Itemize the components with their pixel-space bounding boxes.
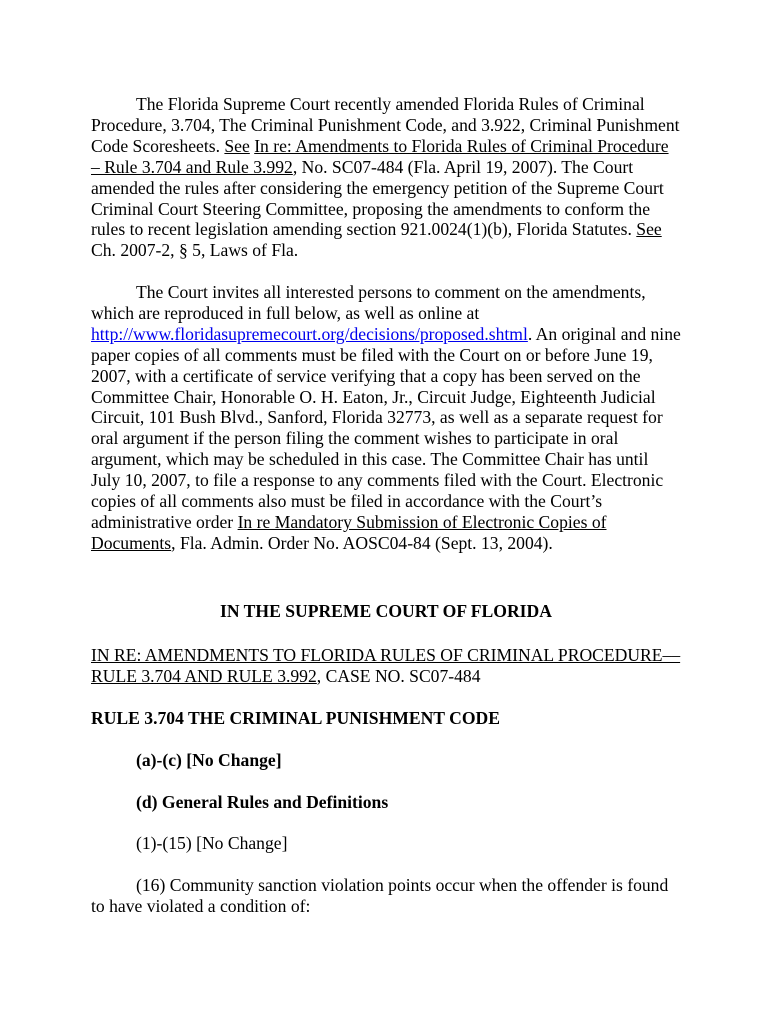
see-signal-1: See	[224, 135, 250, 156]
see-signal-2: See	[636, 219, 662, 240]
case-caption-number: , CASE NO. SC07-484	[316, 665, 481, 686]
case-caption-title: IN RE: AMENDMENTS TO FLORIDA RULES OF CRIMINAL PROCEDURE––RULE 3.704 AND RULE 3.992	[91, 645, 681, 686]
intro-paragraph-2	[91, 282, 681, 554]
rule-heading: RULE 3.704 THE CRIMINAL PUNISHMENT CODE	[91, 708, 500, 728]
subdivision-a-c: (a)-(c) [No Change]	[136, 750, 282, 770]
subdivision-d-heading: (d) General Rules and Definitions	[136, 792, 389, 812]
case-caption	[91, 645, 681, 687]
admin-order-title: In re Mandatory Submission of Electronic Copies of Documents	[91, 511, 607, 553]
p2-text-2: . An original and nine paper copies of all comments must be filed with the Court on or before June 19, 2007, with a certificate of service verifying that a copy has been served on the Committee Chair, Honorable O. H. Eaton, Jr., Circuit Judge, Eighteenth Judicial Circuit, 101 Bush Blvd., Sanford, Florida 32773, as well as a separate request for oral argument if the person filing the comment wishes to participate in oral argument, which may be scheduled in this case. The Committee Chair has until July 10, 2007, to file a response to any comments filed with the Court. Electronic copies of all comments also must be filed in accordance with the Court’s administrative order	[91, 323, 681, 532]
court-heading: IN THE SUPREME COURT OF FLORIDA	[220, 601, 552, 621]
proposed-rules-link[interactable]: http://www.floridasupremecourt.org/decisions/proposed.shtml	[91, 323, 528, 344]
p1-text-1: The Florida Supreme Court recently amended Florida Rules of Criminal Procedure, 3.704, The Criminal Punishment Code, and 3.922, Criminal Punishment Code Scoresheets.	[91, 94, 680, 156]
p1-text-4: Ch. 2007-2, § 5, Laws of Fla.	[91, 240, 299, 261]
case-citation-title: In re: Amendments to Florida Rules of Criminal Procedure – Rule 3.704 and Rule 3.992	[91, 135, 669, 177]
items-1-15: (1)-(15) [No Change]	[136, 833, 288, 853]
p1-text-3: , No. SC07-484 (Fla. April 19, 2007). The Court amended the rules after considering the emergency petition of the Supreme Court Criminal Court Steering Committee, proposing the amendments to conform the rules to recent legislation amending section 921.0024(1)(b), Florida Statutes.	[91, 156, 664, 240]
p2-text-3: , Fla. Admin. Order No. AOSC04-84 (Sept. 13, 2004).	[171, 532, 553, 553]
item-16: (16) Community sanction violation points occur when the offender is found to have violated a condition of:	[91, 875, 669, 916]
p2-text-1: The Court invites all interested persons to comment on the amendments, which are reproduced in full below, as well as online at	[91, 282, 646, 323]
intro-paragraph-1	[91, 94, 681, 261]
